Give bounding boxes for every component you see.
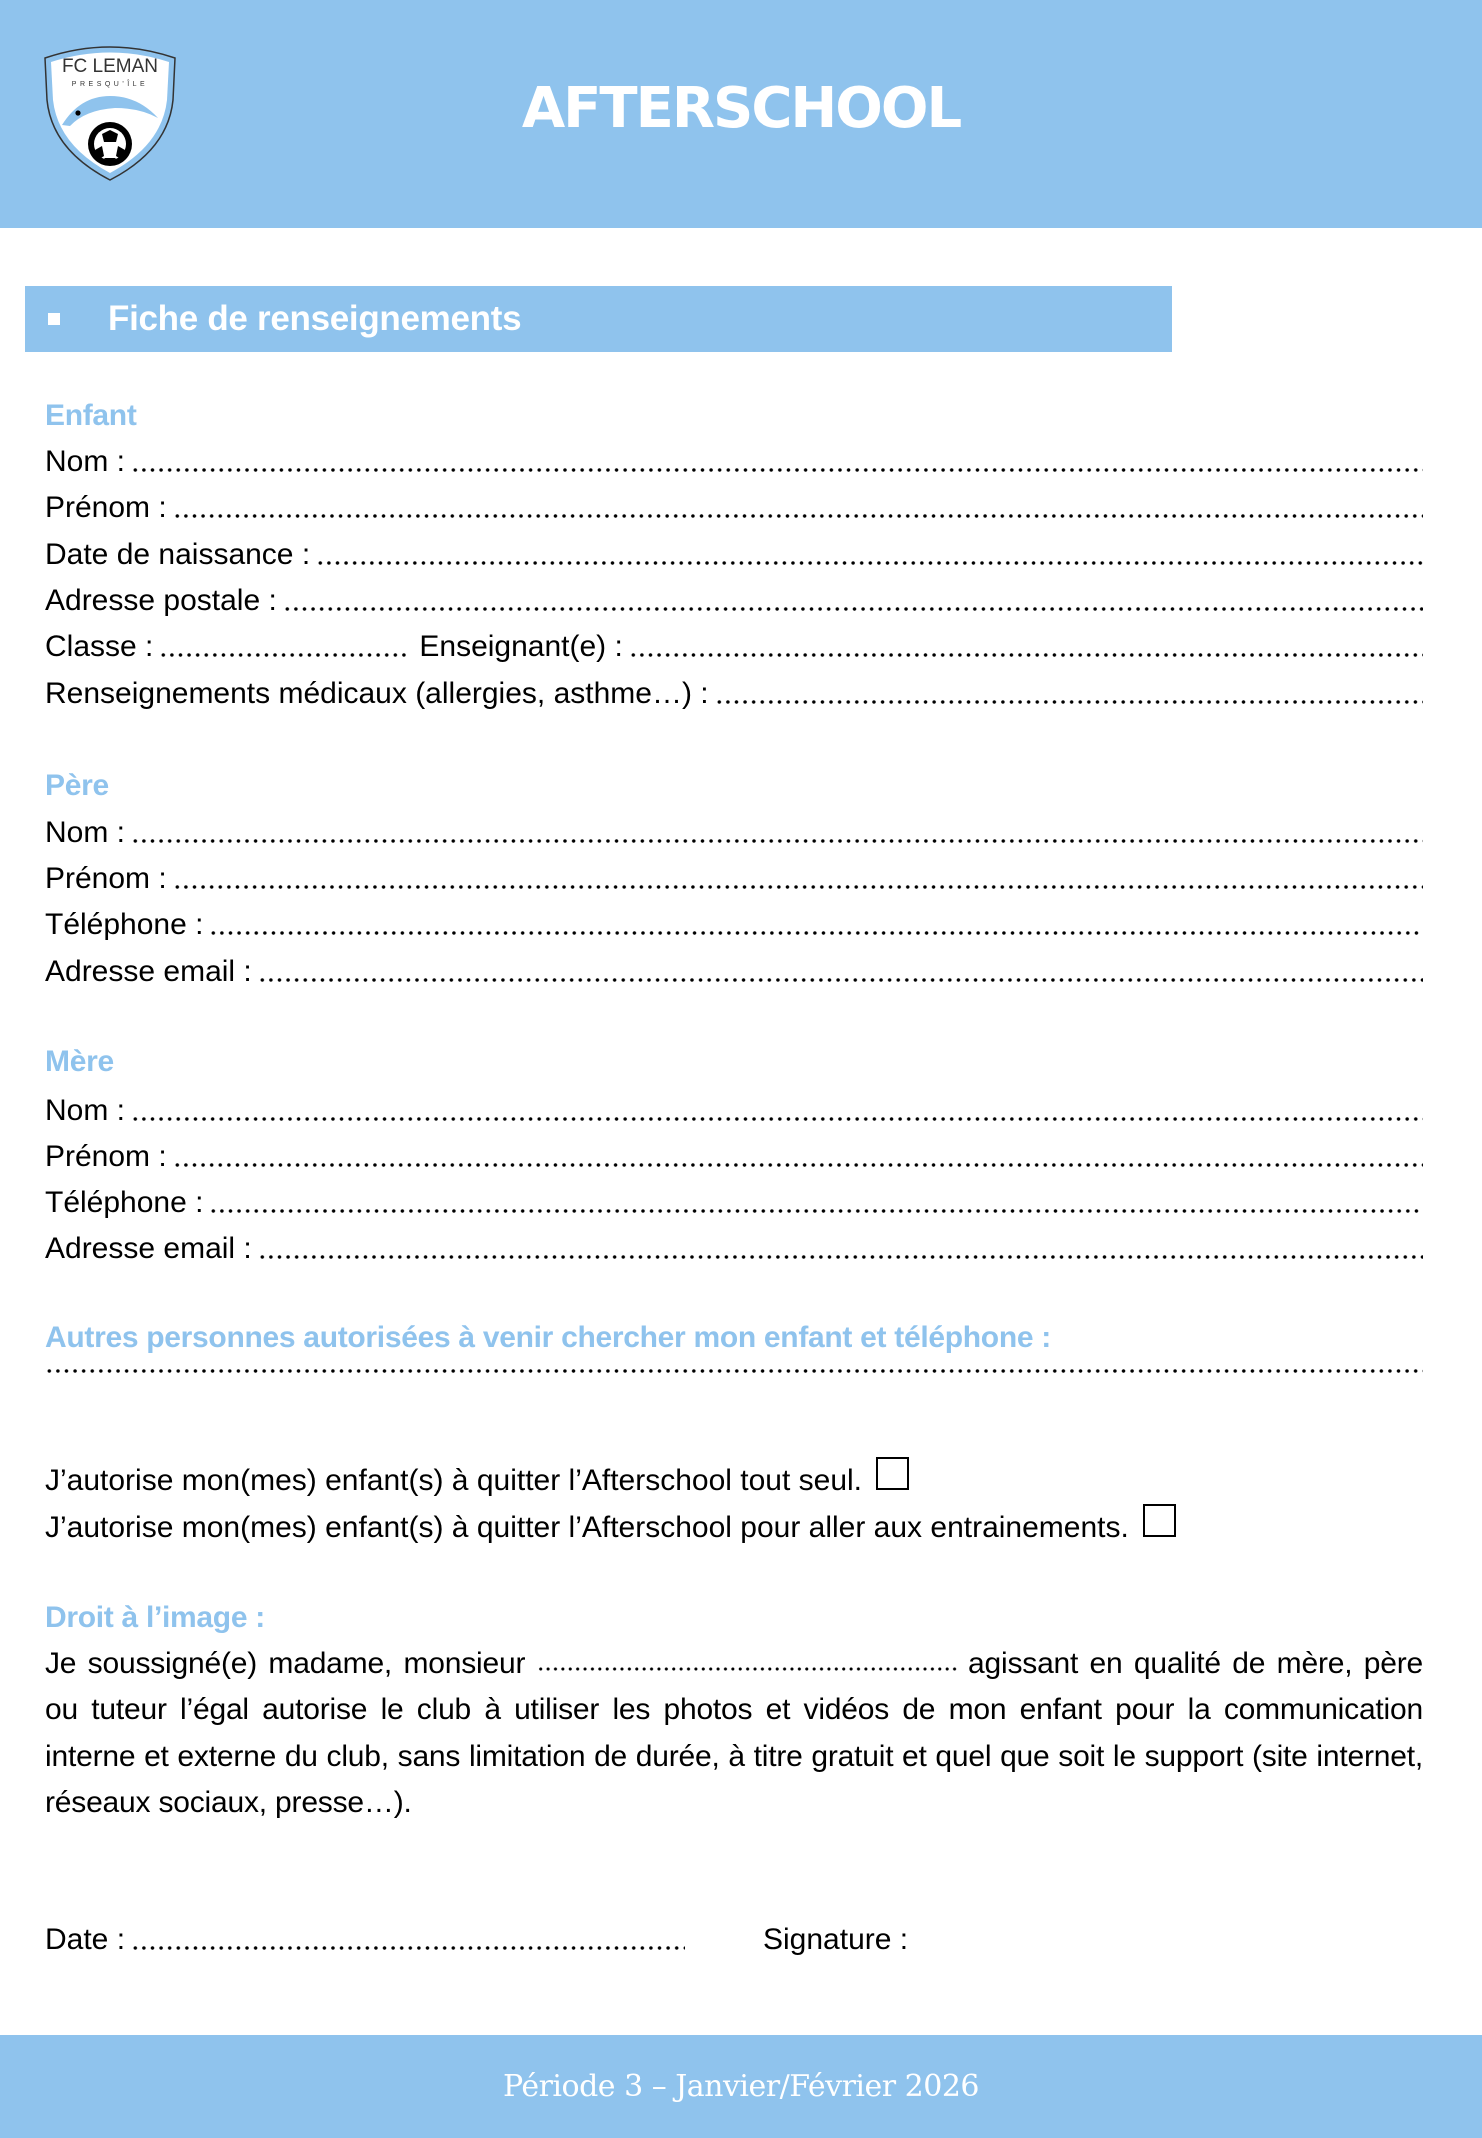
header-banner bbox=[0, 0, 1482, 228]
field-label: Prénom : bbox=[45, 491, 167, 524]
field-autres-personnes[interactable] bbox=[45, 1369, 1423, 1383]
heading-pere: Père bbox=[45, 769, 109, 802]
dotted-fill-line[interactable] bbox=[316, 561, 1423, 565]
dotted-fill-line[interactable] bbox=[209, 931, 1423, 935]
field-label: Adresse email : bbox=[45, 1232, 252, 1265]
heading-droit-image: Droit à l’image : bbox=[45, 1601, 265, 1634]
section-title: Fiche de renseignements bbox=[108, 299, 522, 338]
dotted-fill-line[interactable] bbox=[209, 1209, 1423, 1213]
field-label-enseignant: Enseignant(e) : bbox=[419, 630, 623, 663]
logo-badge-text: FC bbox=[104, 142, 116, 152]
dotted-fill-line[interactable] bbox=[258, 1255, 1423, 1259]
field-label-classe: Classe : bbox=[45, 630, 154, 663]
field-label: Nom : bbox=[45, 816, 126, 849]
field-label: Nom : bbox=[45, 1094, 126, 1127]
autorisation-entrainements bbox=[45, 1504, 1176, 1548]
field-mere-prenom[interactable] bbox=[45, 1137, 1423, 1177]
field-pere-telephone[interactable] bbox=[45, 905, 1423, 945]
dotted-fill-enseignant[interactable] bbox=[629, 653, 1423, 657]
field-enfant-classe-enseignant[interactable] bbox=[45, 627, 1423, 667]
logo-text-fc-leman: FC LEMAN bbox=[61, 56, 159, 77]
field-label-date: Date : bbox=[45, 1923, 126, 1956]
logo-text-presquile: PRESQU'ÎLE bbox=[71, 81, 149, 88]
field-label: Prénom : bbox=[45, 862, 167, 895]
field-label: Renseignements médicaux (allergies, asthme…) : bbox=[45, 677, 709, 710]
field-pere-nom[interactable] bbox=[45, 813, 1423, 853]
droit-image-text-before: Je soussigné(e) madame, monsieur bbox=[45, 1647, 526, 1680]
dotted-fill-line[interactable] bbox=[45, 1369, 1423, 1373]
dotted-fill-line[interactable] bbox=[715, 700, 1423, 704]
field-mere-email[interactable] bbox=[45, 1229, 1423, 1269]
signature-label: Signature : bbox=[763, 1923, 909, 1956]
footer-banner bbox=[0, 2035, 1482, 2138]
field-pere-prenom[interactable] bbox=[45, 859, 1423, 899]
dotted-fill-line[interactable] bbox=[131, 468, 1423, 472]
field-label: Prénom : bbox=[45, 1140, 167, 1173]
dotted-fill-date[interactable] bbox=[131, 1946, 685, 1950]
field-label: Téléphone : bbox=[45, 908, 204, 941]
dotted-fill-line[interactable] bbox=[258, 978, 1423, 982]
square-bullet-icon bbox=[48, 313, 60, 325]
autorisation-text: J’autorise mon(mes) enfant(s) à quitter l’Afterschool pour aller aux entrainements. bbox=[45, 1511, 1129, 1544]
dotted-fill-nom-parent[interactable] bbox=[537, 1667, 957, 1671]
dotted-fill-line[interactable] bbox=[131, 839, 1423, 843]
heading-mere: Mère bbox=[45, 1045, 114, 1078]
field-label: Date de naissance : bbox=[45, 538, 311, 571]
field-label: Téléphone : bbox=[45, 1186, 204, 1219]
field-enfant-prenom[interactable] bbox=[45, 488, 1423, 528]
heading-enfant: Enfant bbox=[45, 399, 137, 432]
dotted-fill-line[interactable] bbox=[173, 514, 1423, 518]
droit-image-text-after: agissant en qualité de mère, père ou tuteur l’égal autorise le club à utiliser les photos et vidéos de mon enfant pour la communication interne et externe du club, sans limitation de durée, à titre gratuit et quel que soit le support (site internet, réseaux sociaux, presse…). bbox=[45, 1647, 1423, 1819]
dotted-fill-line[interactable] bbox=[283, 607, 1423, 611]
field-date[interactable] bbox=[45, 1920, 685, 1960]
droit-image-paragraph bbox=[45, 1641, 1423, 1826]
autorisation-seul bbox=[45, 1457, 909, 1501]
field-enfant-adresse[interactable] bbox=[45, 581, 1423, 621]
field-mere-telephone[interactable] bbox=[45, 1183, 1423, 1223]
checkbox-entrainements[interactable] bbox=[1143, 1504, 1176, 1537]
field-label: Nom : bbox=[45, 445, 126, 478]
heading-autres-personnes: Autres personnes autorisées à venir chercher mon enfant et téléphone : bbox=[45, 1321, 1051, 1354]
field-label: Adresse postale : bbox=[45, 584, 277, 617]
field-label: Adresse email : bbox=[45, 955, 252, 988]
dotted-fill-line[interactable] bbox=[131, 1117, 1423, 1121]
dotted-fill-line[interactable] bbox=[173, 1163, 1423, 1167]
field-enfant-date-naissance[interactable] bbox=[45, 535, 1423, 575]
field-pere-email[interactable] bbox=[45, 952, 1423, 992]
dotted-fill-line[interactable] bbox=[173, 885, 1423, 889]
field-enfant-nom[interactable] bbox=[45, 442, 1423, 482]
checkbox-quitter-seul[interactable] bbox=[876, 1457, 909, 1490]
footer-period: Période 3 – Janvier/Février 2026 bbox=[502, 2069, 979, 2104]
section-band bbox=[25, 286, 1172, 352]
page-title: AFTERSCHOOL bbox=[521, 76, 961, 141]
field-mere-nom[interactable] bbox=[45, 1091, 1423, 1131]
dotted-fill-classe[interactable] bbox=[159, 653, 409, 657]
autorisation-text: J’autorise mon(mes) enfant(s) à quitter l’Afterschool tout seul. bbox=[45, 1464, 863, 1497]
field-enfant-medical[interactable] bbox=[45, 674, 1423, 714]
